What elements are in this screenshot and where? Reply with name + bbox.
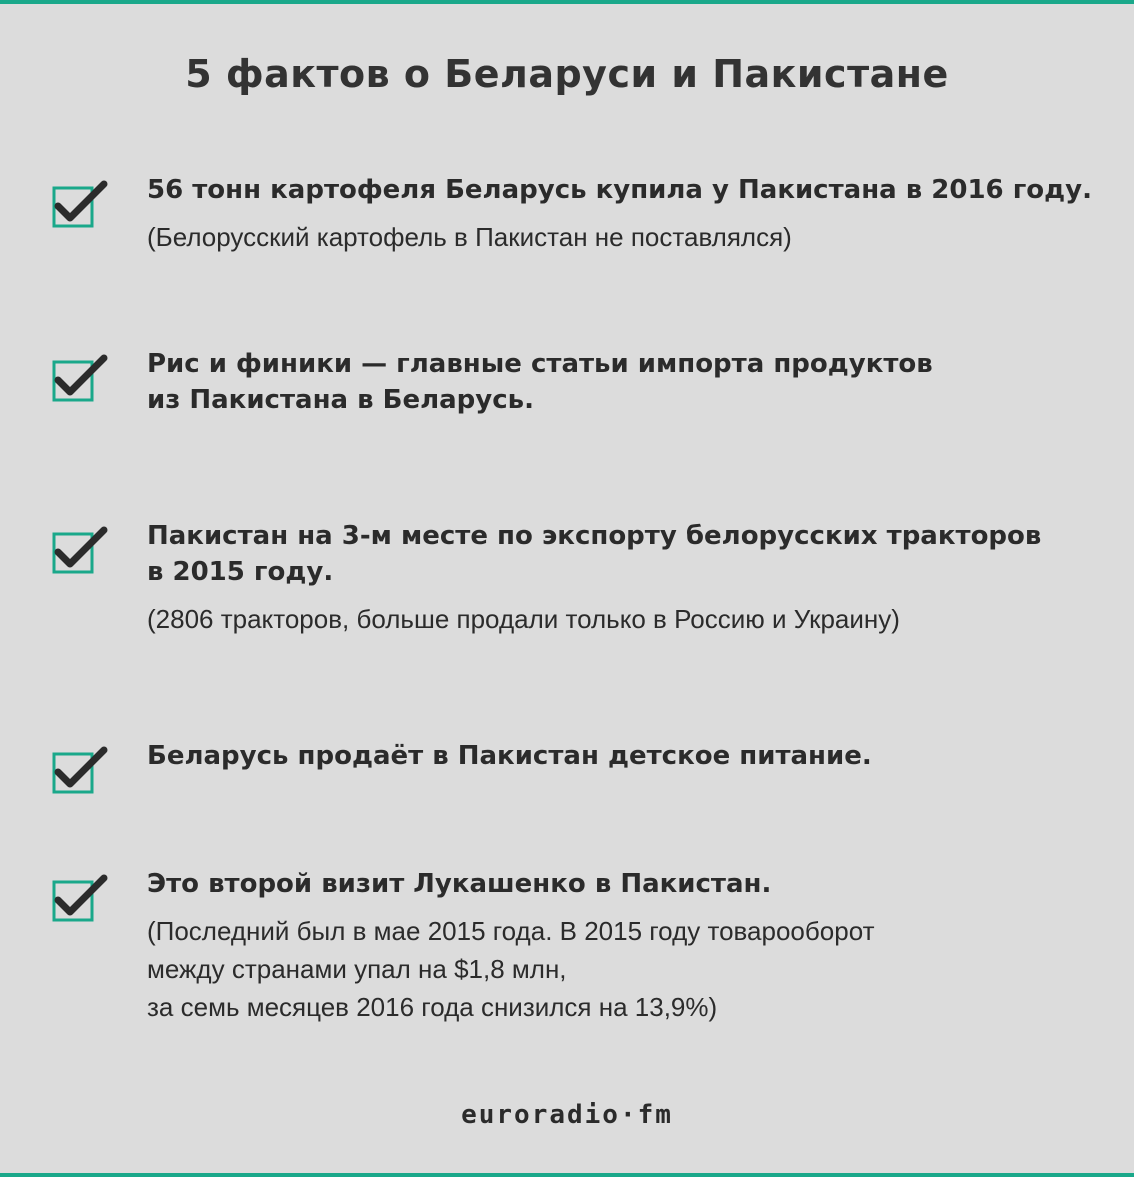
fact-note: (Последний был в мае 2015 года. В 2015 году товарооборот	[147, 916, 875, 946]
fact-line: Пакистан на 3-м месте по экспорту белорусских тракторов	[147, 521, 1042, 551]
bottom-border	[0, 1173, 1134, 1177]
checkbox-checked-icon	[52, 178, 108, 230]
fact-text	[147, 866, 1107, 1026]
fact-note: за семь месяцев 2016 года снизился на 13,9%)	[147, 992, 718, 1022]
euroradio-logo: euroradio·fm	[461, 1100, 673, 1130]
fact-note: (Белорусский картофель в Пакистан не поставлялся)	[147, 222, 792, 252]
fact-line: Беларусь продаёт в Пакистан детское питание.	[147, 741, 872, 771]
top-border	[0, 0, 1134, 4]
fact-text	[147, 172, 1107, 256]
fact-text	[147, 738, 1107, 774]
fact-line: Рис и финики — главные статьи импорта продуктов	[147, 349, 933, 379]
fact-line: в 2015 году.	[147, 557, 334, 587]
checkbox-checked-icon	[52, 744, 108, 796]
fact-line: 56 тонн картофеля Беларусь купила у Пакистана в 2016 году.	[147, 175, 1092, 205]
fact-note: (2806 тракторов, больше продали только в Россию и Украину)	[147, 604, 900, 634]
checkbox-checked-icon	[52, 524, 108, 576]
checkbox-checked-icon	[52, 872, 108, 924]
fact-text	[147, 518, 1107, 638]
fact-text	[147, 346, 1107, 418]
fact-line: Это второй визит Лукашенко в Пакистан.	[147, 869, 772, 899]
fact-line: из Пакистана в Беларусь.	[147, 385, 534, 415]
checkbox-checked-icon	[52, 352, 108, 404]
fact-note: между странами упал на $1,8 млн,	[147, 954, 567, 984]
page-title: 5 фактов о Беларуси и Пакистане	[185, 52, 949, 96]
